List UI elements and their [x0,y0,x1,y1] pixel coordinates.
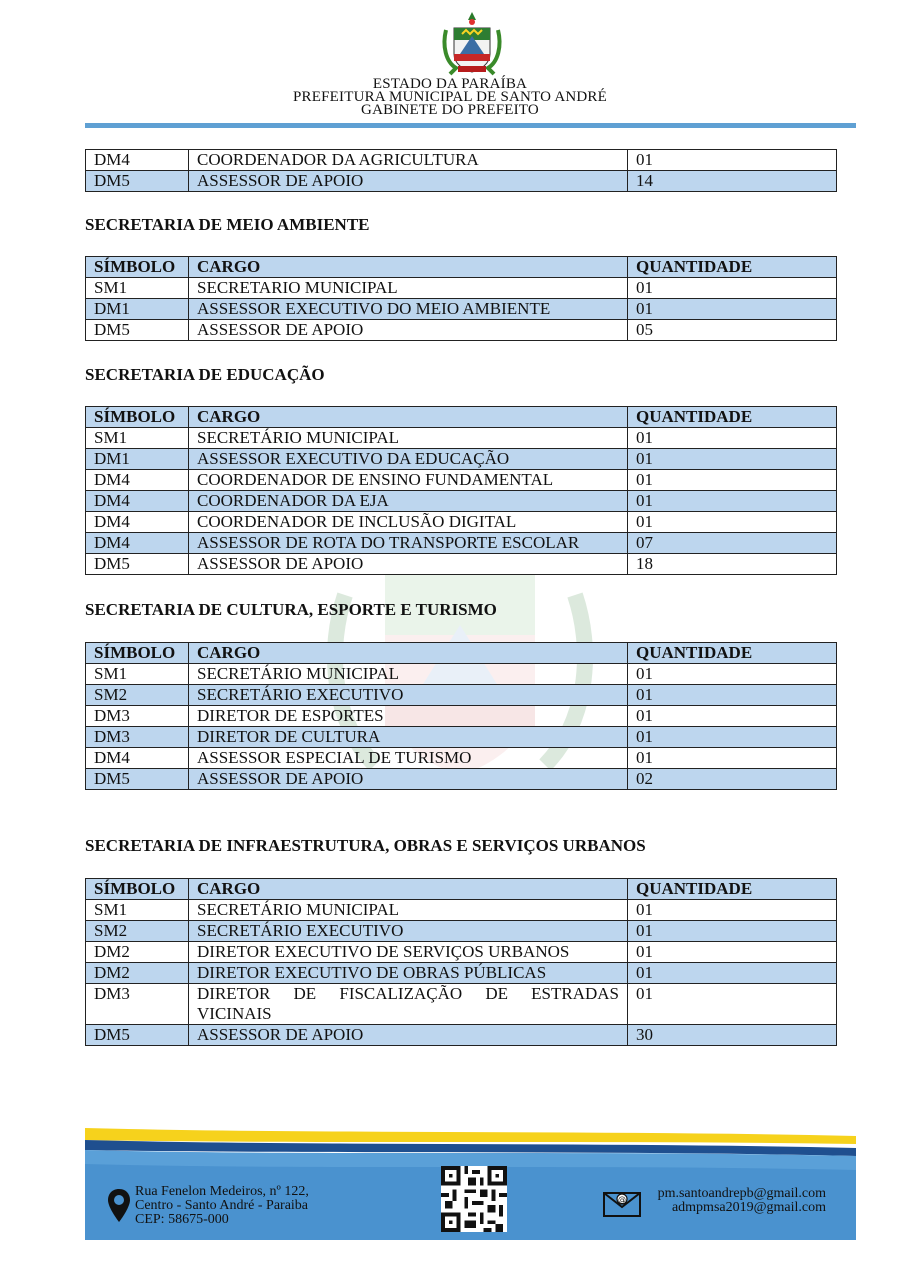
cell-qty: 02 [628,769,837,790]
cell-qty: 01 [628,278,837,299]
cell-symbol: DM2 [86,963,189,984]
cell-cargo: DIRETOR EXECUTIVO DE SERVIÇOS URBANOS [189,942,628,963]
table-row [86,727,837,748]
table-row [86,942,837,963]
cell-cargo: ASSESSOR DE APOIO [189,769,628,790]
header-simbolo: SÍMBOLO [86,257,189,278]
email-link[interactable]: pm.santoandrepb@gmail.com [657,1186,826,1201]
cell-qty: 01 [628,428,837,449]
table-row [86,1025,837,1046]
cell-cargo: ASSESSOR DE APOIO [189,554,628,575]
table-row [86,171,837,192]
table-row [86,748,837,769]
table-meio-ambiente [85,256,837,341]
table-row [86,984,837,1025]
email-link[interactable]: admpmsa2019@gmail.com [671,1200,826,1215]
cell-qty: 01 [628,921,837,942]
address-line-1: Rua Fenelon Medeiros, nº 122, [135,1184,309,1199]
table-row [86,963,837,984]
cell-qty: 01 [628,299,837,320]
table-header-row [86,257,837,278]
footer-emails [658,1187,826,1215]
page-header [0,0,900,130]
cell-cargo: DIRETOR DE ESPORTES [189,706,628,727]
cell-qty: 05 [628,320,837,341]
cell-qty: 01 [628,942,837,963]
header-simbolo: SÍMBOLO [86,407,189,428]
cell-symbol: DM4 [86,470,189,491]
cell-qty: 01 [628,470,837,491]
cell-qty: 01 [628,491,837,512]
footer-address [135,1185,309,1227]
cell-symbol: DM3 [86,706,189,727]
cell-symbol: DM3 [86,984,189,1025]
cell-qty: 01 [628,512,837,533]
cell-cargo: COORDENADOR DA EJA [189,491,628,512]
address-line-3: CEP: 58675-000 [135,1212,229,1227]
header-simbolo: SÍMBOLO [86,643,189,664]
email-icon [603,1190,641,1218]
cell-cargo: SECRETARIO MUNICIPAL [189,278,628,299]
cell-symbol: DM4 [86,491,189,512]
cell-qty: 18 [628,554,837,575]
cell-cargo: ASSESSOR DE APOIO [189,1025,628,1046]
cell-qty: 01 [628,963,837,984]
cell-qty: 01 [628,685,837,706]
table-header-row [86,879,837,900]
header-office: GABINETE DO PREFEITO [361,102,539,118]
table-row [86,769,837,790]
table-row [86,706,837,727]
header-cargo: CARGO [189,407,628,428]
table-row [86,278,837,299]
header-prefecture: PREFEITURA MUNICIPAL DE SANTO ANDRÉ [293,89,607,105]
cell-qty: 01 [628,449,837,470]
section-title-infraestrutura: SECRETARIA DE INFRAESTRUTURA, OBRAS E SERVIÇOS URBANOS [85,836,646,855]
cell-qty: 01 [628,984,837,1025]
cell-symbol: DM5 [86,171,189,192]
cell-cargo: COORDENADOR DE INCLUSÃO DIGITAL [189,512,628,533]
cell-qty: 01 [628,727,837,748]
cell-symbol: DM2 [86,942,189,963]
cell-cargo: SECRETÁRIO MUNICIPAL [189,900,628,921]
cell-cargo: DIRETOR DE FISCALIZAÇÃO DE ESTRADAS VICINAIS [189,984,628,1025]
cell-symbol: DM4 [86,512,189,533]
table-row [86,921,837,942]
header-cargo: CARGO [189,257,628,278]
section-title-meio-ambiente: SECRETARIA DE MEIO AMBIENTE [85,215,370,234]
cell-qty: 01 [628,706,837,727]
cell-cargo: ASSESSOR DE APOIO [189,320,628,341]
table-header-row [86,407,837,428]
table-header-row [86,643,837,664]
cell-cargo: COORDENADOR DA AGRICULTURA [189,150,628,171]
cell-cargo: ASSESSOR ESPECIAL DE TURISMO [189,748,628,769]
cell-cargo: SECRETÁRIO MUNICIPAL [189,428,628,449]
cell-symbol: DM5 [86,769,189,790]
address-line-2: Centro - Santo André - Paraiba [135,1198,309,1213]
cell-cargo: ASSESSOR DE APOIO [189,171,628,192]
cell-symbol: DM4 [86,533,189,554]
table-row [86,150,837,171]
table-row [86,554,837,575]
header-quantidade: QUANTIDADE [628,879,837,900]
cell-qty: 01 [628,900,837,921]
cell-symbol: SM2 [86,921,189,942]
cell-cargo: SECRETÁRIO EXECUTIVO [189,685,628,706]
cell-symbol: SM1 [86,900,189,921]
cell-qty: 30 [628,1025,837,1046]
table-row [86,428,837,449]
cell-qty: 14 [628,171,837,192]
cell-cargo: DIRETOR DE CULTURA [189,727,628,748]
cell-cargo: SECRETÁRIO EXECUTIVO [189,921,628,942]
cell-cargo: COORDENADOR DE ENSINO FUNDAMENTAL [189,470,628,491]
cell-symbol: DM4 [86,748,189,769]
table-row [86,470,837,491]
location-pin-icon [107,1188,131,1224]
cell-symbol: DM5 [86,554,189,575]
qr-code-icon [440,1166,508,1232]
table-row [86,299,837,320]
table-row [86,900,837,921]
section-title-educacao: SECRETARIA DE EDUCAÇÃO [85,365,325,384]
header-quantidade: QUANTIDADE [628,257,837,278]
coat-of-arms-icon [440,10,504,78]
section-title-cultura: SECRETARIA DE CULTURA, ESPORTE E TURISMO [85,600,497,619]
header-quantidade: QUANTIDADE [628,643,837,664]
table-row [86,320,837,341]
cell-symbol: SM1 [86,664,189,685]
cell-cargo: ASSESSOR DE ROTA DO TRANSPORTE ESCOLAR [189,533,628,554]
cell-cargo: SECRETÁRIO MUNICIPAL [189,664,628,685]
cell-qty: 01 [628,150,837,171]
cell-qty: 01 [628,748,837,769]
cell-symbol: SM2 [86,685,189,706]
table-row [86,449,837,470]
cell-symbol: DM5 [86,320,189,341]
header-quantidade: QUANTIDADE [628,407,837,428]
table-educacao [85,406,837,575]
table-row [86,491,837,512]
header-cargo: CARGO [189,643,628,664]
table-row [86,533,837,554]
cell-symbol: DM1 [86,299,189,320]
cell-cargo: ASSESSOR EXECUTIVO DO MEIO AMBIENTE [189,299,628,320]
table-continuation [85,149,837,192]
cell-qty: 01 [628,664,837,685]
table-infraestrutura [85,878,837,1046]
table-row [86,512,837,533]
cell-qty: 07 [628,533,837,554]
header-simbolo: SÍMBOLO [86,879,189,900]
table-row [86,685,837,706]
cell-symbol: DM4 [86,150,189,171]
cell-symbol: DM5 [86,1025,189,1046]
cell-symbol: DM3 [86,727,189,748]
header-state: ESTADO DA PARAÍBA [372,76,528,92]
cell-cargo: DIRETOR EXECUTIVO DE OBRAS PÚBLICAS [189,963,628,984]
table-row [86,664,837,685]
cell-symbol: SM1 [86,428,189,449]
cell-symbol: DM1 [86,449,189,470]
header-rule [85,123,856,128]
table-cultura [85,642,837,790]
cell-symbol: SM1 [86,278,189,299]
header-cargo: CARGO [189,879,628,900]
cell-cargo: ASSESSOR EXECUTIVO DA EDUCAÇÃO [189,449,628,470]
svg-text:@: @ [618,1195,626,1204]
